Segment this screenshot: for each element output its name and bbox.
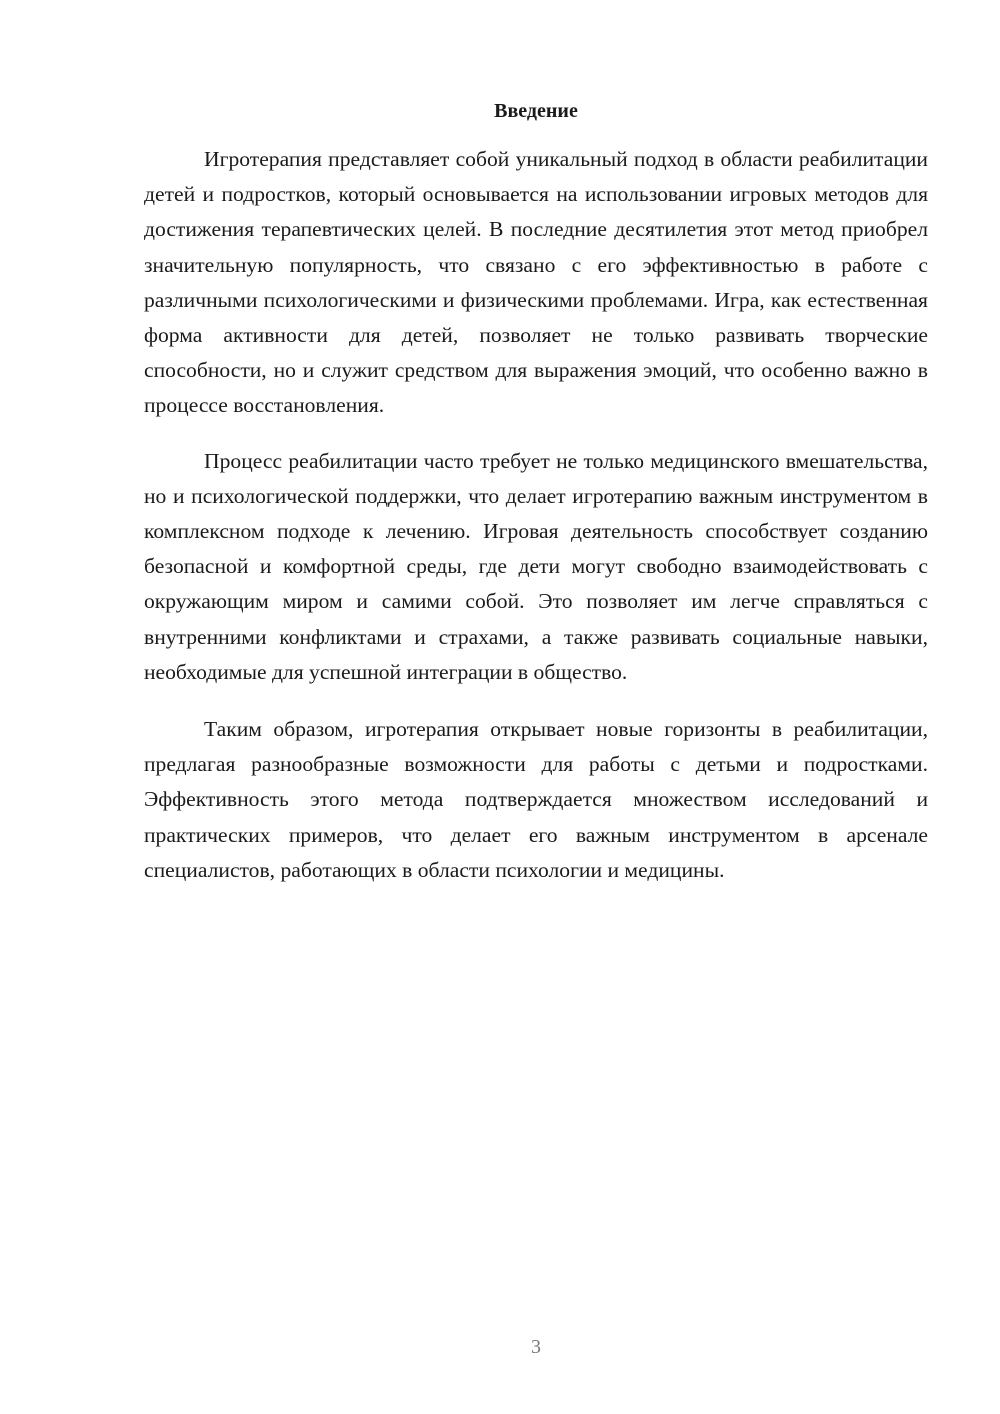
page-number: 3 [531, 1336, 541, 1358]
paragraph-3: Таким образом, игротерапия открывает новые горизонты в реабилитации, предлагая разнообразные возможности для работы с детьми и подростками. Эффективность этого метода подтверждается множеством исследований и практических примеров, что делает его важным инструментом в арсенале специалистов, работающих в области психологии и медицины. [144, 717, 928, 882]
paragraph-1: Игротерапия представляет собой уникальный подход в области реабилитации детей и подростков, который основывается на использовании игровых методов для достижения терапевтических целей. В последние десятилетия этот метод приобрел значительную популярность, что связано с его эффективностью в работе с различными психологическими и физическими проблемами. Игра, как естественная форма активности для детей, позволяет не только развивать творческие способности, но и служит средством для выражения эмоций, что особенно важно в процессе восстановления. [144, 147, 928, 418]
body-text [144, 142, 928, 908]
paragraph-2: Процесс реабилитации часто требует не только медицинского вмешательства, но и психологической поддержки, что делает игротерапию важным инструментом в комплексном подходе к лечению. Игровая деятельность способствует созданию безопасной и комфортной среды, где дети могут свободно взаимодействовать с окружающим миром и самими собой. Это позволяет им легче справляться с внутренними конфликтами и страхами, а также развивать социальные навыки, необходимые для успешной интеграции в общество. [144, 448, 928, 684]
section-title: Введение [494, 100, 578, 122]
